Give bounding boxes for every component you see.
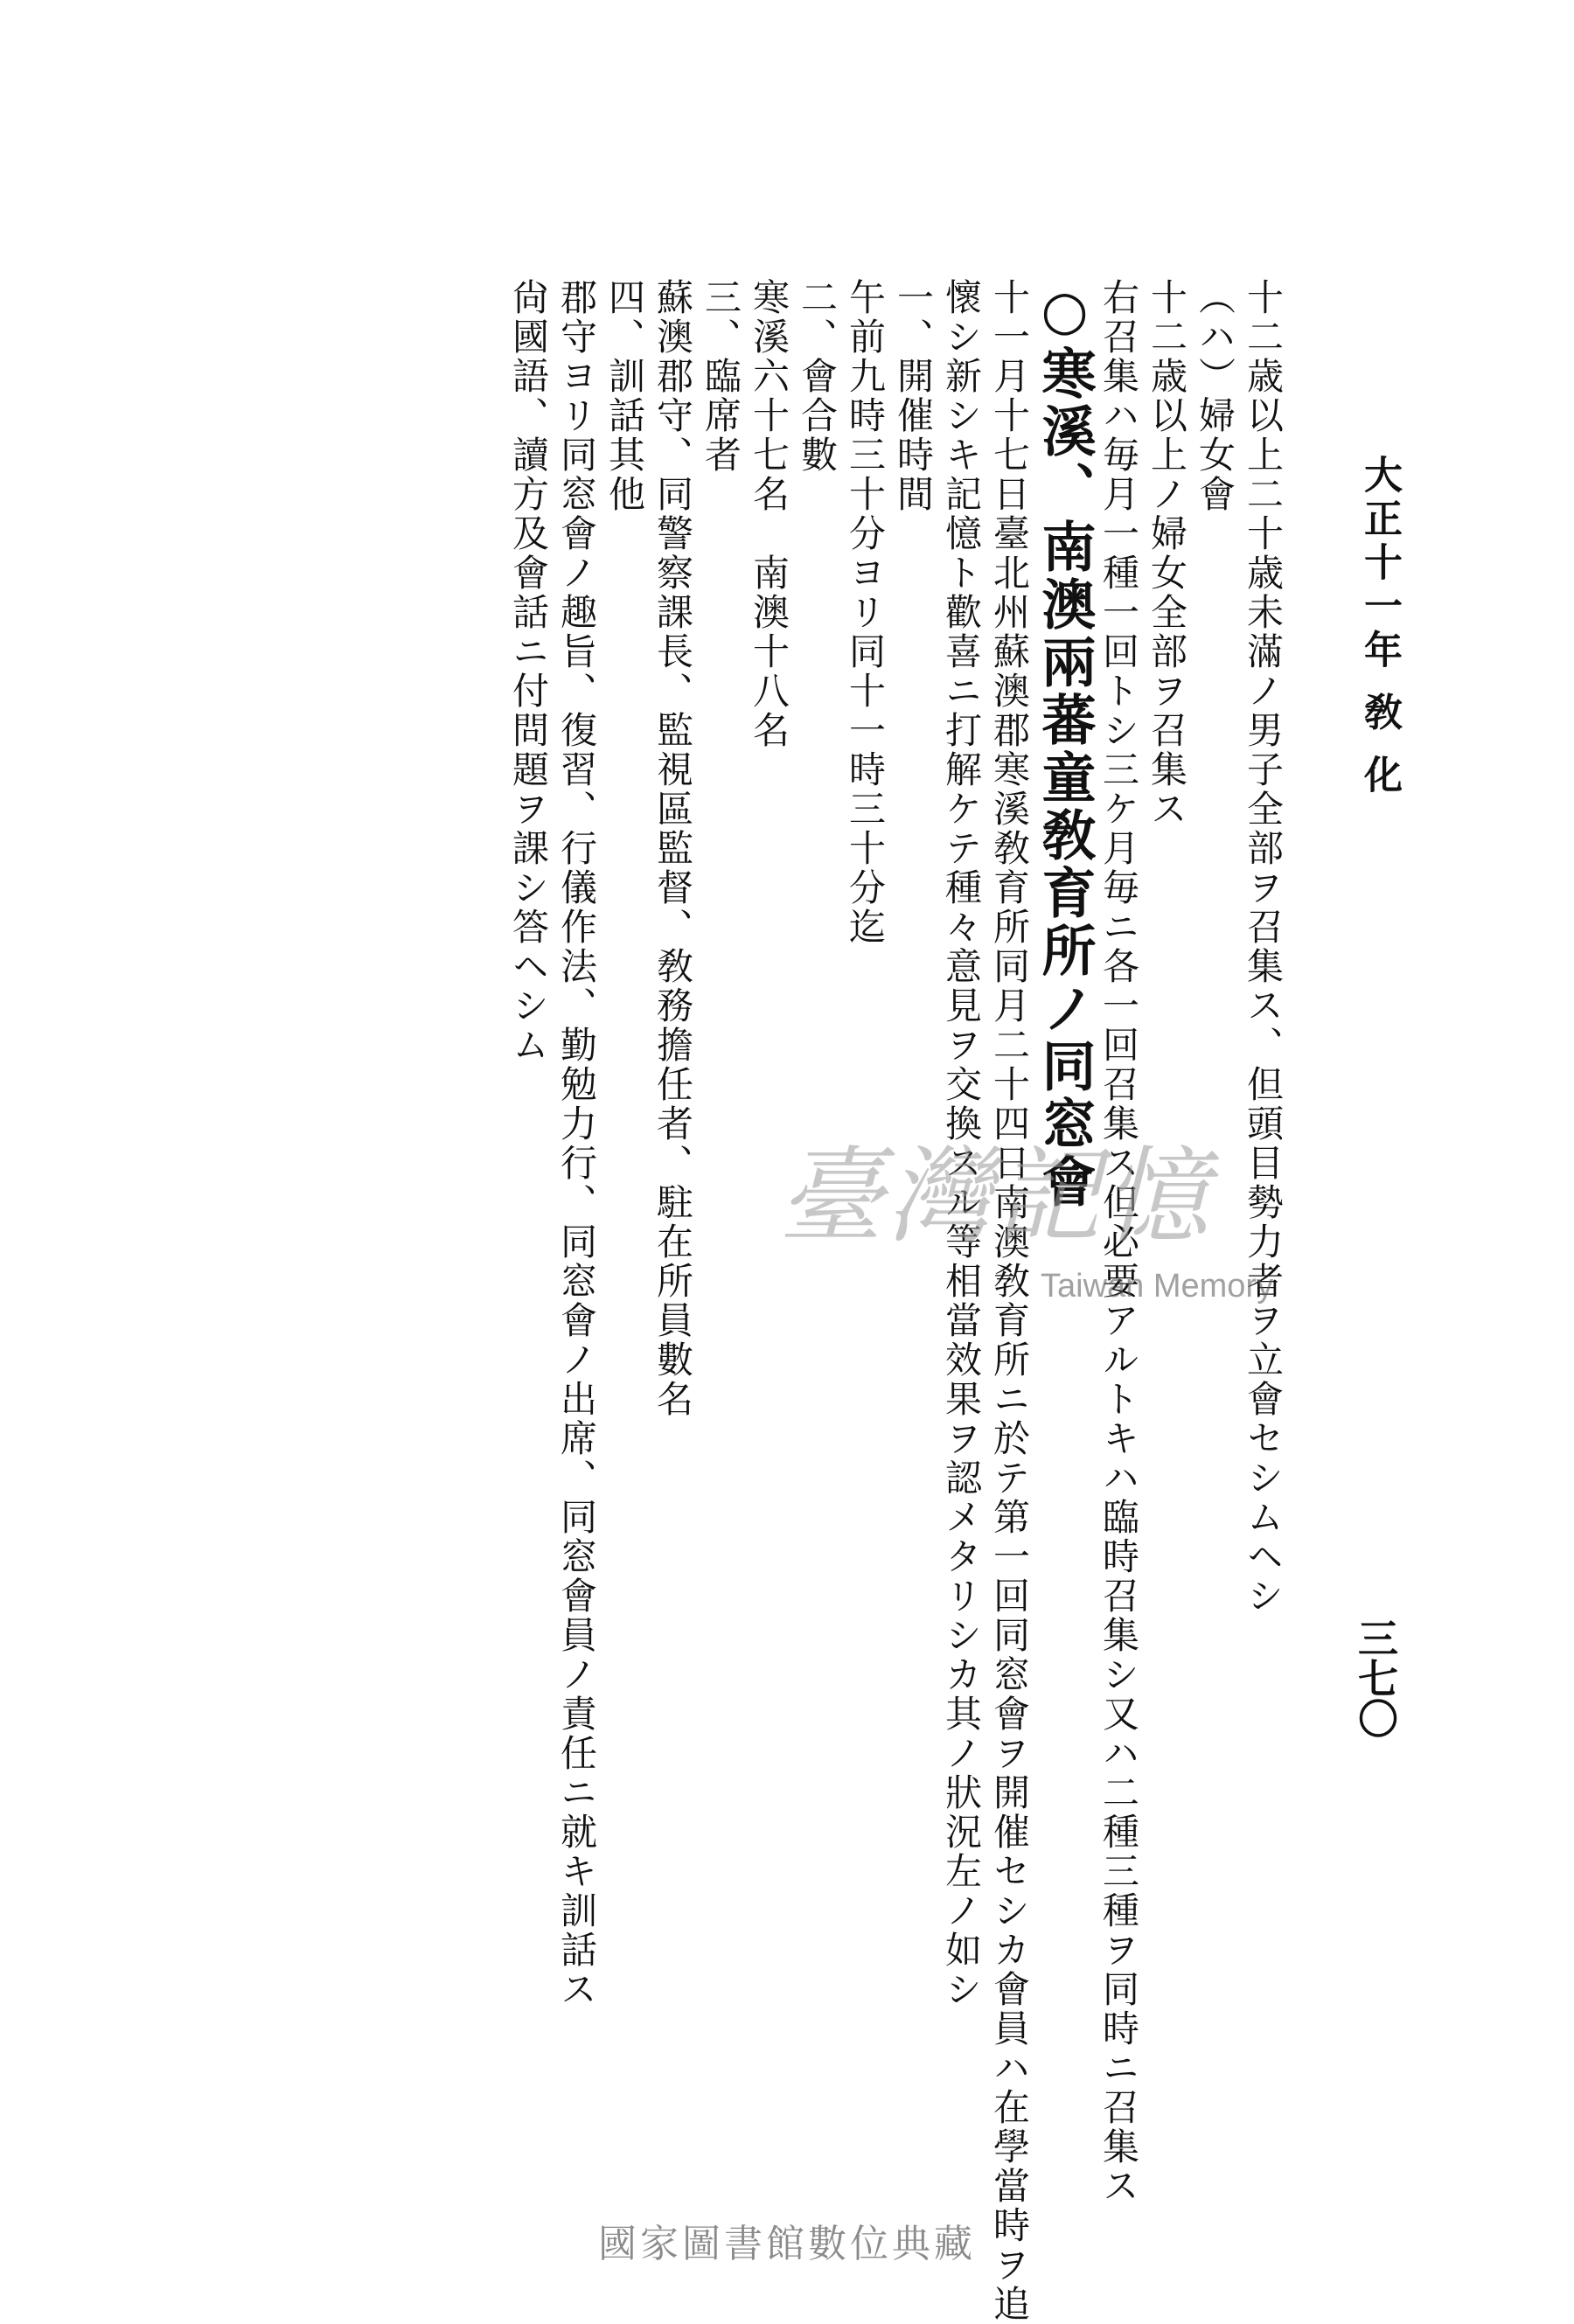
watermark-latin: Taiwan Memory — [1041, 1268, 1274, 1305]
text-column: 郡守ヨリ同窓會ノ趣旨、復習、行儀作法、勤勉力行、同窓會ノ出席、同窓會員ノ責任ニ就キ訓話ス — [555, 278, 598, 2009]
text-column: 寒溪六十七名 南澳十八名 — [748, 278, 790, 750]
text-column: 右召集ハ毎月一種一回トシ三ケ月毎ニ各一回召集ス但必要アルトキハ臨時召集シ又ハ二種三種ヲ同時ニ召集ス — [1097, 278, 1140, 2206]
list-item-label: 一、開催時間 — [892, 278, 935, 514]
text-column: 午前九時三十分ヨリ同十一時三十分迄 — [844, 278, 887, 947]
page-number: 三七〇 — [1352, 1618, 1399, 1738]
text-column: 十二歳以上ノ婦女全部ヲ召集ス — [1146, 278, 1188, 829]
list-item-label: 四、訓話其他 — [603, 278, 646, 514]
text-column: 懷シ新シキ記憶ト歡喜ニ打解ケテ種々意見ヲ交換スル等相當效果ヲ認メタリシカ其ノ狀況左ノ如シ — [940, 278, 983, 2009]
list-item-label: 三、臨席者 — [700, 278, 742, 475]
running-head: 大正十一年 敎 化 — [1357, 455, 1402, 798]
section-label: （ハ）婦女會 — [1194, 278, 1236, 514]
section-heading: ○寒溪、南澳兩蕃童敎育所ノ同窓會 — [1033, 278, 1097, 1211]
text-column: 蘇澳郡守、同警察課長、監視區監督、敎務擔任者、駐在所員數名 — [651, 278, 694, 1419]
text-column: 十二歳以上二十歳未滿ノ男子全部ヲ召集ス、但頭目勢力者ヲ立會セシムヘシ — [1242, 278, 1285, 1616]
text-column: 十一月十七日臺北州蘇澳郡寒溪敎育所同月二十四日南澳敎育所ニ於テ第一回同窓會ヲ開催セシカ會員ハ在學當時ヲ追 — [988, 278, 1031, 2324]
text-column: 尙國語、讀方及會話ニ付問題ヲ課シ答ヘシム — [507, 278, 550, 1065]
footer-credit: 國家圖書館數位典藏 — [598, 2222, 976, 2266]
watermark-chars: 臺灣記憶 — [778, 1137, 1212, 1258]
list-item-label: 二、會合數 — [796, 278, 839, 475]
